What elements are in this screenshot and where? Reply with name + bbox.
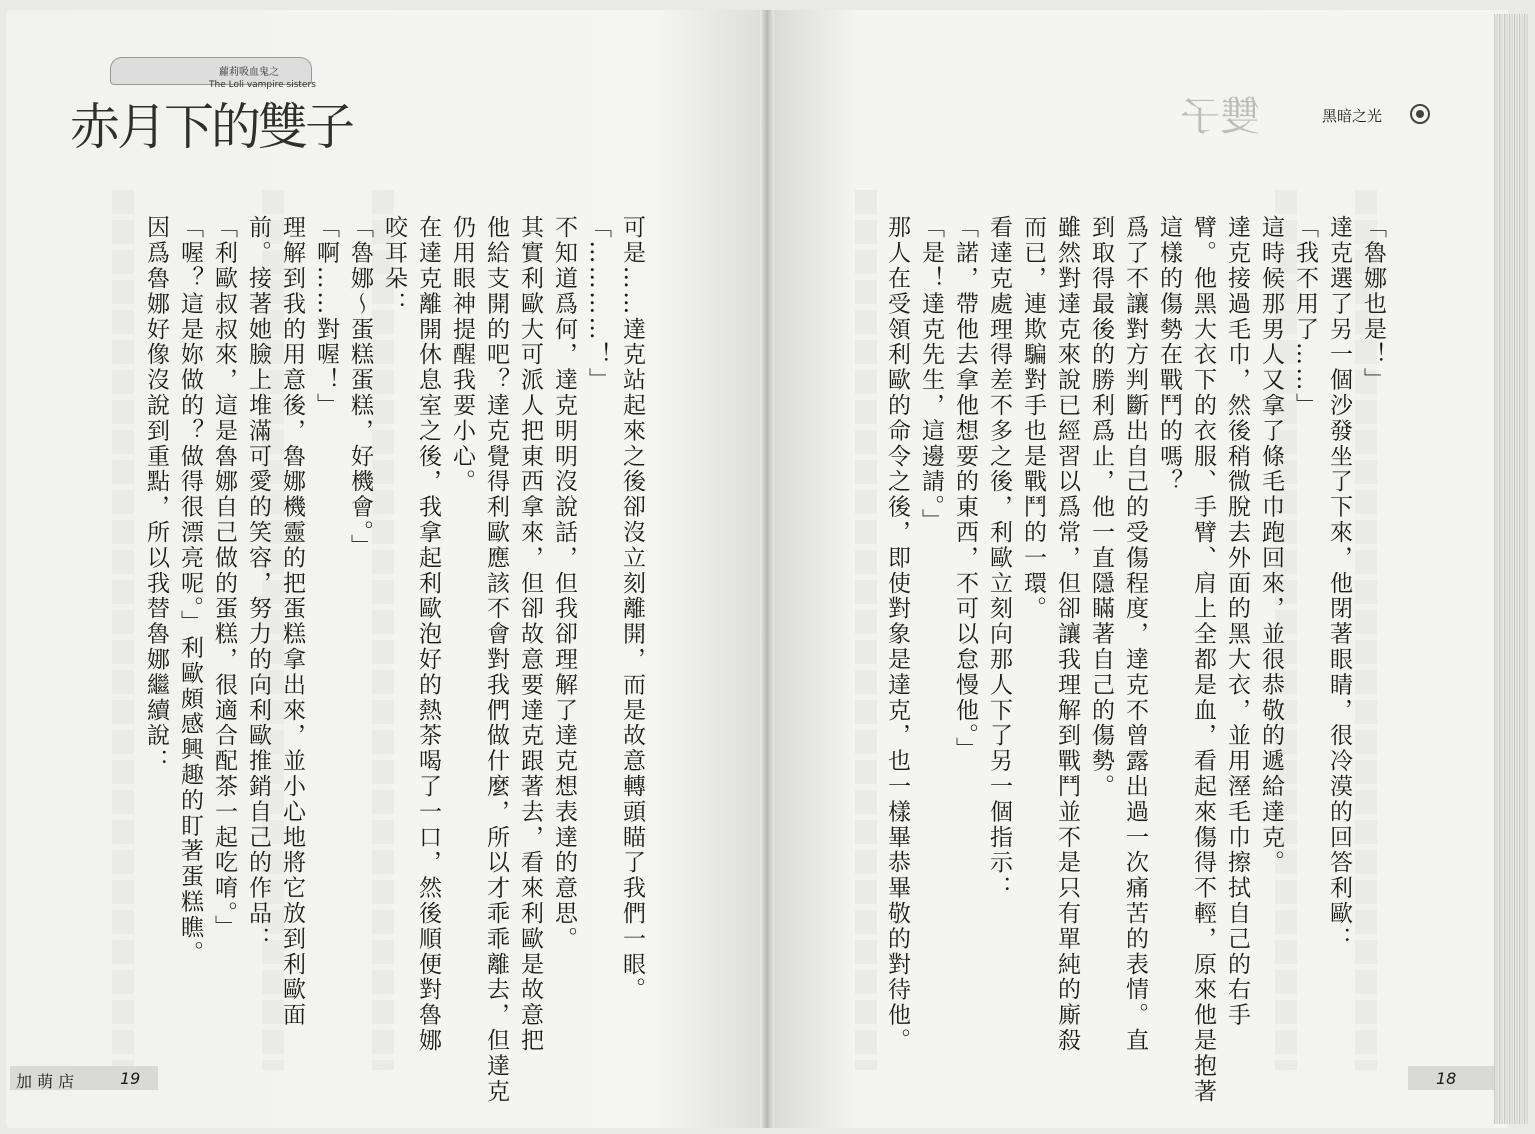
footer-left	[10, 1066, 158, 1090]
text-column: 爲了不讓對方判斷出自己的受傷程度，達克不曾露出過一次痛苦的表情。直	[1122, 215, 1148, 1054]
footer-publisher: 加 萌 店	[16, 1072, 75, 1091]
text-column: 這樣的傷勢在戰鬥的嗎？	[1156, 215, 1182, 495]
text-column: 不知道爲何，達克明明沒說話，但我卻理解了達克想表達的意思。	[551, 215, 577, 952]
text-column: 這時候那男人又拿了條毛巾跑回來，並很恭敬的遞給達克。	[1258, 215, 1284, 876]
show-through-text	[855, 190, 877, 1070]
show-through-logo: 雙子	[1180, 94, 1260, 140]
text-column: 仍用眼神提醒我要小心。	[449, 215, 475, 495]
text-column: 咬耳朵：	[381, 215, 407, 317]
logo-title: 赤月下的雙子	[70, 98, 352, 156]
text-column: 「啊……對喔！」	[313, 215, 339, 419]
text-column: 臂。他黑大衣下的衣服、手臂、肩上全都是血，看起來傷得不輕，原來他是抱著	[1190, 215, 1216, 1104]
show-through-text	[112, 190, 134, 1070]
text-column: 達克接過毛巾，然後稍微脫去外面的黑大衣，並用溼毛巾擦拭自己的右手	[1224, 215, 1250, 1028]
text-column: 到取得最後的勝利爲止，他一直隱瞞著自己的傷勢。	[1088, 215, 1114, 800]
text-column: 「魯娜也是！」	[1360, 215, 1386, 393]
text-column: 「諾，帶他去拿他想要的東西，不可以怠慢他。」	[952, 215, 978, 763]
text-column: 「喔？這是妳做的？做得很漂亮呢。」利歐頗感興趣的盯著蛋糕瞧。	[177, 215, 203, 966]
flower-emblem-icon	[1410, 104, 1430, 124]
footer-right	[1408, 1066, 1494, 1090]
text-column: 那人在受領利歐的命令之後，即使對象是達克，也一樣畢恭畢敬的對待他。	[884, 215, 910, 1054]
text-column: 而已，連欺騙對手也是戰鬥的一環。	[1020, 215, 1046, 622]
text-column: 因爲魯娜好像沒說到重點，所以我替魯娜繼續說：	[143, 215, 169, 774]
text-column: 可是……達克站起來之後卻沒立刻離開，而是故意轉頭瞄了我們一眼。	[619, 215, 645, 1003]
book-logo	[70, 45, 352, 165]
text-column: 雖然對達克來說已經習以爲常，但卻讓我理解到戰鬥並不是只有單純的廝殺	[1054, 215, 1080, 1054]
text-column: 前。接著她臉上堆滿可愛的笑容，努力的向利歐推銷自己的作品：	[245, 215, 271, 952]
text-column: 「我不用了……」	[1292, 215, 1318, 419]
text-column: 「是！達克先生，這邊請。」	[918, 215, 944, 534]
page-number-left: 19	[120, 1069, 141, 1088]
text-column: 他給支開的吧？達克覺得利歐應該不會對我們做什麼，所以才乖乖離去，但達克	[483, 215, 509, 1104]
logo-banner	[110, 57, 316, 90]
page-number-right: 18	[1436, 1069, 1457, 1088]
text-column: 在達克離開休息室之後，我拿起利歐泡好的熱茶喝了一口，然後順便對魯娜	[415, 215, 441, 1054]
page-edges	[1494, 14, 1528, 1124]
chapter-title: 黑暗之光	[1322, 107, 1383, 125]
book-spine	[760, 10, 774, 1128]
text-column: 達克選了另一個沙發坐了下來，他閉著眼睛，很冷漠的回答利歐：	[1326, 215, 1352, 952]
text-column: 理解到我的用意後，魯娜機靈的把蛋糕拿出來，並小心地將它放到利歐面	[279, 215, 305, 1028]
text-column: 看達克處理得差不多之後，利歐立刻向那人下了另一個指示：	[986, 215, 1012, 901]
text-column: 「…………！」	[585, 215, 611, 393]
logo-subtitle-en: The Loli vampire sisters	[209, 80, 316, 90]
text-column: 其實利歐大可派人把東西拿來，但卻故意要達克跟著去，看來利歐是故意把	[517, 215, 543, 1054]
logo-subtitle-cn: 蘿莉吸血鬼之	[219, 67, 279, 78]
text-column: 「魯娜～蛋糕蛋糕，好機會。」	[347, 215, 373, 560]
text-column: 「利歐叔叔來，這是魯娜自己做的蛋糕，很適合配茶一起吃唷。」	[211, 215, 237, 941]
